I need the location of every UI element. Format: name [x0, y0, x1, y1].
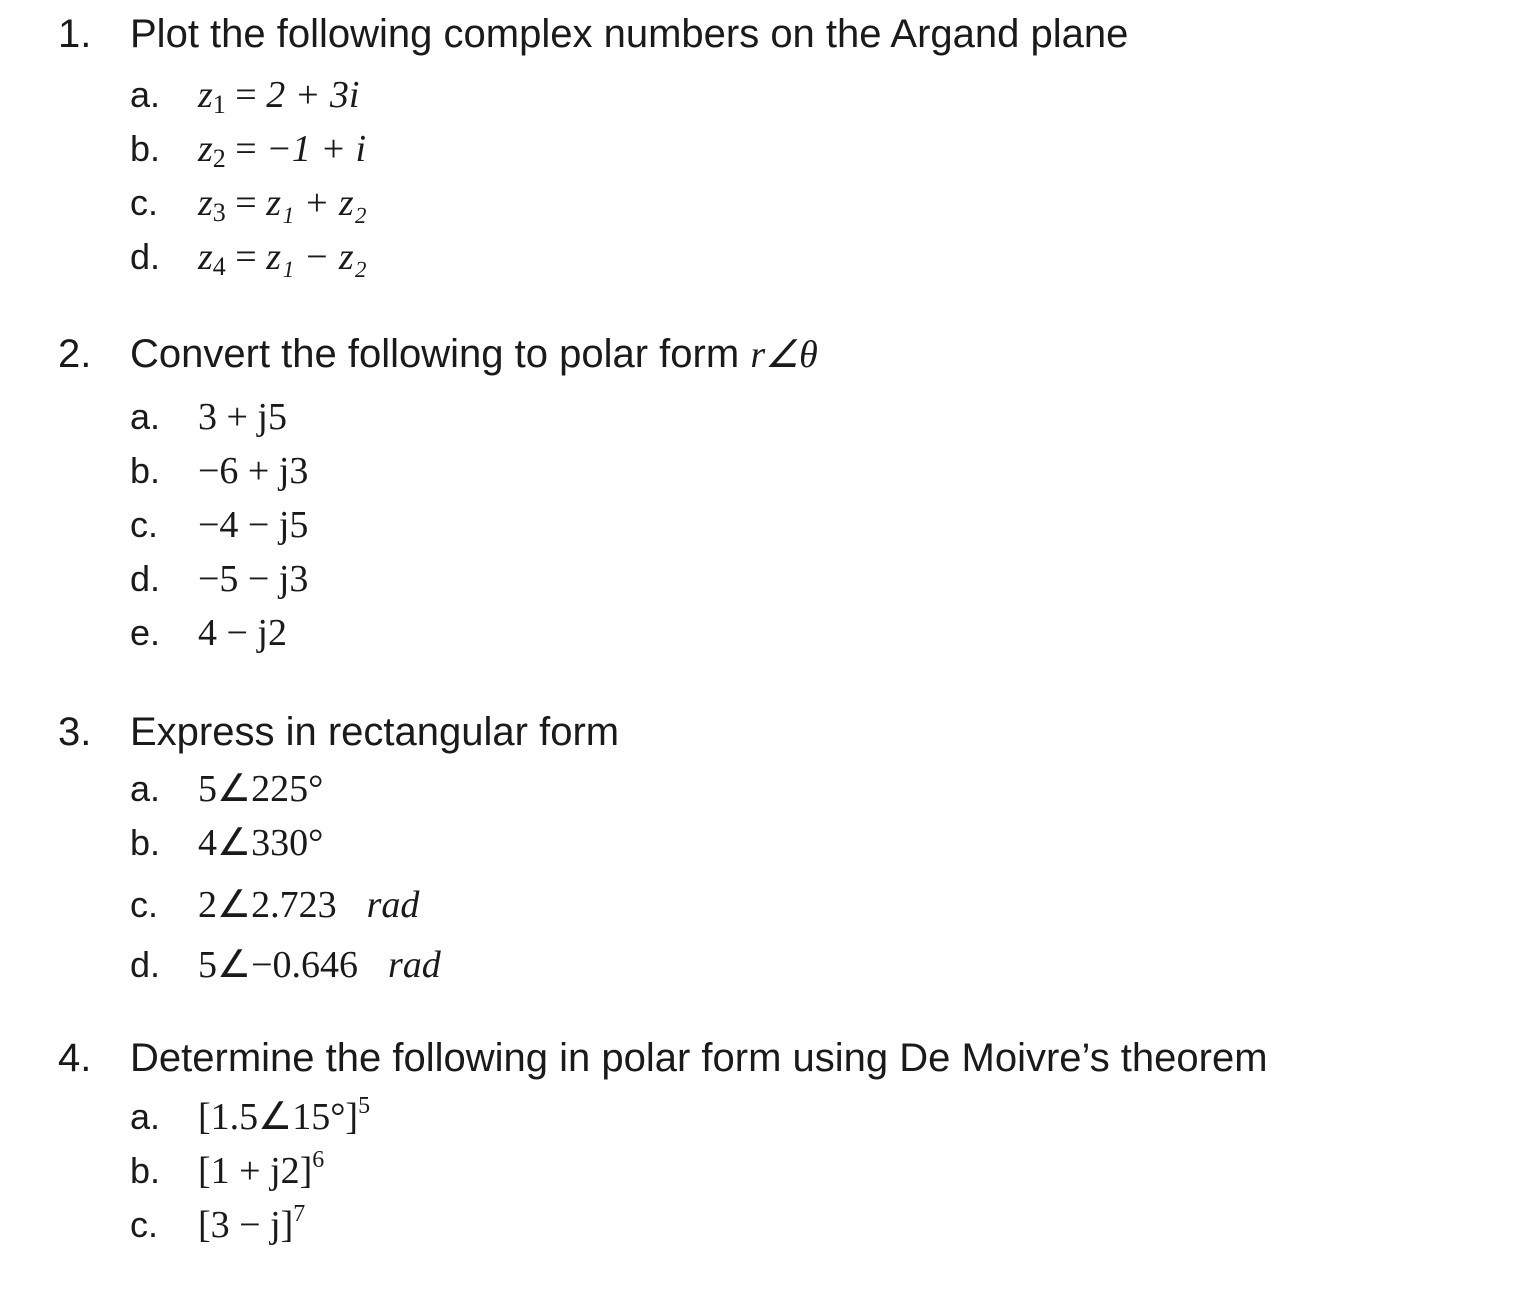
- item-letter: d.: [130, 558, 161, 599]
- math-exponent: 6: [312, 1147, 325, 1173]
- list-item: [130, 498, 1498, 552]
- math-unit: rad: [388, 944, 441, 986]
- list-item: [130, 230, 1498, 284]
- item-letter: c.: [130, 504, 159, 545]
- item-letter: c.: [130, 884, 159, 925]
- list-item: [130, 122, 1498, 176]
- math-base: [3 − j]: [198, 1204, 294, 1246]
- question-number: 2.: [58, 332, 92, 376]
- polar-notation: r∠θ: [750, 334, 818, 376]
- math-var: z: [198, 128, 213, 170]
- math-rhs: 2 + 3i: [266, 74, 360, 116]
- list-item: [130, 444, 1498, 498]
- question-number: 1.: [58, 12, 92, 56]
- question-title: Convert the following to polar form: [130, 332, 740, 376]
- list-item: [130, 1144, 1498, 1198]
- math-subscript: 3: [212, 198, 226, 227]
- item-letter: a.: [130, 74, 161, 115]
- list-item: [130, 762, 1498, 816]
- math-var: z: [198, 74, 213, 116]
- question-4-heading: [58, 1032, 1498, 1084]
- question-4: [58, 1032, 1498, 1252]
- list-item: [130, 552, 1498, 606]
- item-letter: a.: [130, 768, 161, 809]
- math-exponent: 5: [358, 1093, 371, 1119]
- list-item: [130, 68, 1498, 122]
- item-letter: b.: [130, 128, 161, 169]
- question-2-items: [130, 390, 1498, 660]
- math-expression: $z_2 = -1 + i$: [198, 128, 367, 173]
- question-1: [58, 8, 1498, 284]
- math-expression: [198, 1201, 306, 1246]
- list-item: [130, 878, 1498, 932]
- list-item: [130, 1198, 1498, 1252]
- item-letter: d.: [130, 236, 161, 277]
- math-rhs: z₁ − z₂: [266, 236, 367, 278]
- math-expression: 4∠330°: [198, 822, 324, 864]
- item-letter: b.: [130, 450, 161, 491]
- math-expression: $z_3 = z_1 + z_2$: [198, 182, 367, 227]
- math-expression: $z_4 = z_1 - z_2$: [198, 236, 367, 281]
- question-title: Plot the following complex numbers on the Argand plane: [130, 12, 1129, 56]
- item-letter: b.: [130, 1150, 161, 1191]
- question-title: Express in rectangular form: [130, 710, 620, 754]
- math-subscript: 1: [212, 90, 226, 119]
- question-number: 4.: [58, 1036, 92, 1080]
- math-base: [1 + j2]: [198, 1150, 313, 1192]
- math-expression: −4 − j5: [198, 504, 309, 546]
- question-1-items: [130, 68, 1498, 284]
- item-letter: a.: [130, 1096, 161, 1137]
- list-item: [130, 1090, 1498, 1144]
- question-2: [58, 328, 1498, 660]
- question-4-items: [130, 1090, 1498, 1252]
- question-title: Determine the following in polar form using De Moivre’s theorem: [130, 1036, 1268, 1080]
- question-3: [58, 706, 1498, 992]
- question-3-items: [130, 762, 1498, 992]
- math-expression: −5 − j3: [198, 558, 309, 600]
- math-expression: 5∠−0.646: [198, 944, 358, 986]
- math-base: [1.5∠15°]: [198, 1096, 359, 1138]
- item-letter: d.: [130, 944, 161, 985]
- math-subscript: 2: [212, 144, 226, 173]
- math-unit: rad: [366, 884, 420, 926]
- math-var: z: [198, 236, 213, 278]
- math-expression: 4 − j2: [198, 612, 287, 654]
- question-1-heading: [58, 8, 1498, 60]
- list-item: [130, 176, 1498, 230]
- item-letter: b.: [130, 822, 161, 863]
- list-item: [130, 938, 1498, 992]
- list-item: [130, 390, 1498, 444]
- math-expression: 3 + j5: [198, 396, 287, 438]
- math-expression: $z_1 = 2 + 3i$: [198, 74, 360, 119]
- list-item: [130, 606, 1498, 660]
- item-letter: a.: [130, 396, 161, 437]
- math-subscript: 4: [212, 252, 226, 281]
- question-3-heading: [58, 706, 1498, 758]
- math-rhs: −1 + i: [266, 128, 367, 170]
- math-expression: 2∠2.723: [198, 884, 337, 926]
- item-letter: e.: [130, 612, 161, 653]
- math-expression: 5∠225°: [198, 768, 324, 810]
- math-rhs: z₁ + z₂: [266, 182, 367, 224]
- math-expression: [198, 1147, 325, 1192]
- math-var: z: [198, 182, 213, 224]
- question-2-heading: [58, 328, 1498, 380]
- math-expression: −6 + j3: [198, 450, 309, 492]
- list-item: [130, 816, 1498, 870]
- math-expression: [198, 1093, 371, 1138]
- item-letter: c.: [130, 1204, 159, 1245]
- item-letter: c.: [130, 182, 159, 223]
- math-exponent: 7: [293, 1201, 306, 1227]
- question-number: 3.: [58, 710, 92, 754]
